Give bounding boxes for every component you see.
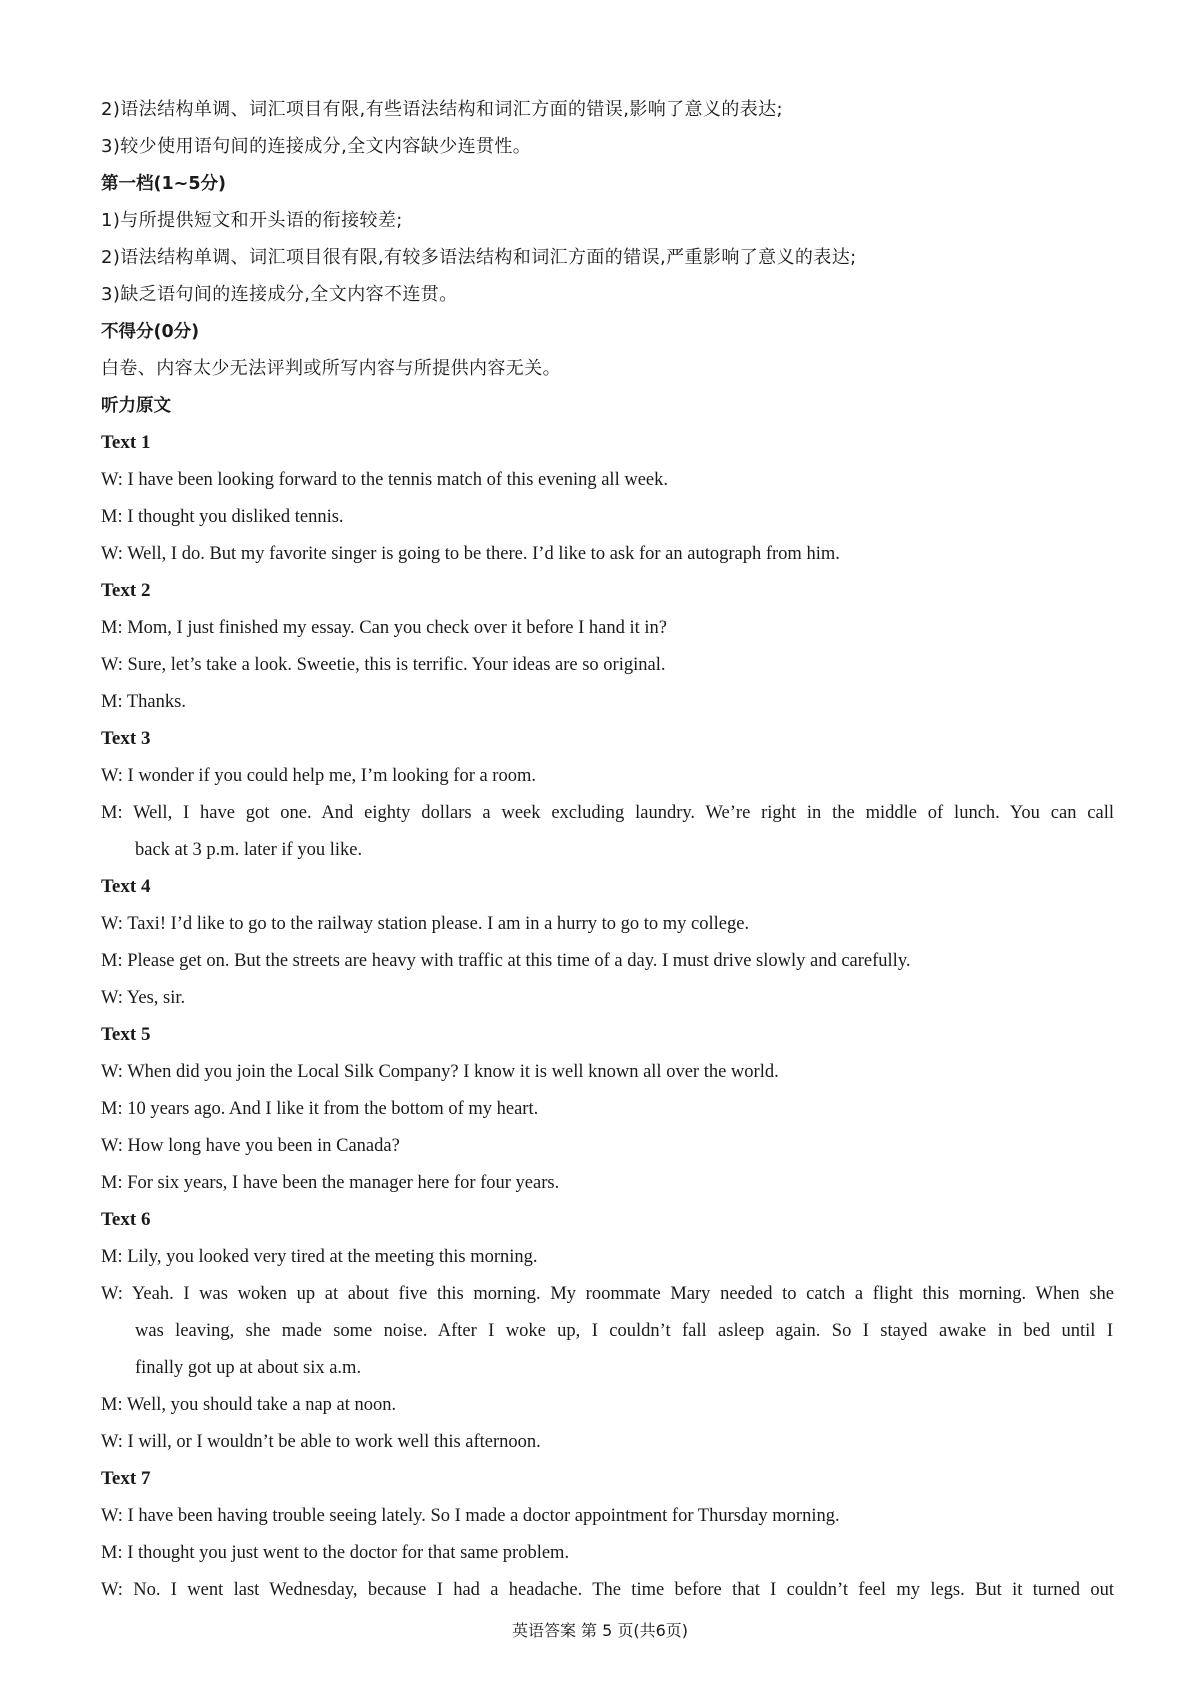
dialogue-line: W: I have been having trouble seeing lately. So I made a doctor appointment for Thursday morning.: [101, 1506, 840, 1526]
dialogue-line: W: I have been looking forward to the tennis match of this evening all week.: [101, 470, 668, 490]
dialogue-line-continuation: was leaving, she made some noise. After I woke up, I couldn’t fall asleep again. So I stayed awake in bed until I: [135, 1321, 1113, 1341]
text-1-title: Text 1: [101, 432, 151, 453]
text-4-title: Text 4: [101, 876, 151, 897]
text-3-title: Text 3: [101, 728, 151, 749]
page-footer: 英语答案 第 5 页(共6页): [511, 1621, 689, 1640]
dialogue-line: M: Well, I have got one. And eighty dollars a week excluding laundry. We’re right in the middle of lunch. You can call: [101, 803, 1114, 823]
transcript-heading: 听力原文: [101, 396, 171, 416]
text-2-title: Text 2: [101, 580, 151, 601]
dialogue-line: W: I will, or I wouldn’t be able to work well this afternoon.: [101, 1432, 541, 1452]
dialogue-line: M: Please get on. But the streets are heavy with traffic at this time of a day. I must drive slowly and carefully.: [101, 951, 911, 971]
dialogue-line: W: Sure, let’s take a look. Sweetie, this is terrific. Your ideas are so original.: [101, 655, 666, 675]
dialogue-line: M: For six years, I have been the manager here for four years.: [101, 1173, 560, 1193]
rubric-zero-heading: 不得分(0分): [101, 322, 200, 342]
dialogue-line: M: I thought you disliked tennis.: [101, 507, 344, 527]
dialogue-line: M: Well, you should take a nap at noon.: [101, 1395, 397, 1415]
dialogue-line: M: Thanks.: [101, 692, 186, 712]
dialogue-line: M: Lily, you looked very tired at the meeting this morning.: [101, 1247, 538, 1267]
dialogue-line: M: 10 years ago. And I like it from the bottom of my heart.: [101, 1099, 539, 1119]
text-6-title: Text 6: [101, 1209, 151, 1230]
dialogue-line: W: I wonder if you could help me, I’m looking for a room.: [101, 766, 536, 786]
text-5-title: Text 5: [101, 1024, 151, 1045]
dialogue-line: W: Yes, sir.: [101, 988, 186, 1008]
rubric-zero-text: 白卷、内容太少无法评判或所写内容与所提供内容无关。: [101, 358, 561, 379]
dialogue-line: W: When did you join the Local Silk Company? I know it is well known all over the world.: [101, 1062, 779, 1082]
rubric-tier2-item2: 2)语法结构单调、词汇项目有限,有些语法结构和词汇方面的错误,影响了意义的表达;: [101, 99, 783, 120]
text-7-title: Text 7: [101, 1468, 151, 1489]
rubric-tier2-item3: 3)较少使用语句间的连接成分,全文内容缺少连贯性。: [101, 136, 532, 157]
rubric-tier1-item1: 1)与所提供短文和开头语的衔接较差;: [101, 210, 403, 231]
dialogue-line: W: No. I went last Wednesday, because I had a headache. The time before that I couldn’t feel my legs. But it turned out: [101, 1580, 1114, 1600]
dialogue-line: W: Yeah. I was woken up at about five this morning. My roommate Mary needed to catch a flight this morning. When she: [101, 1284, 1114, 1304]
dialogue-line: M: I thought you just went to the doctor for that same problem.: [101, 1543, 570, 1563]
dialogue-line-continuation: back at 3 p.m. later if you like.: [135, 840, 363, 860]
dialogue-line: M: Mom, I just finished my essay. Can you check over it before I hand it in?: [101, 618, 668, 638]
dialogue-line: W: Well, I do. But my favorite singer is going to be there. I’d like to ask for an autograph from him.: [101, 544, 840, 564]
rubric-tier1-heading: 第一档(1~5分): [101, 174, 227, 194]
rubric-tier1-item3: 3)缺乏语句间的连接成分,全文内容不连贯。: [101, 284, 458, 305]
dialogue-line-continuation: finally got up at about six a.m.: [135, 1358, 362, 1378]
dialogue-line: W: How long have you been in Canada?: [101, 1136, 400, 1156]
rubric-tier1-item2: 2)语法结构单调、词汇项目很有限,有较多语法结构和词汇方面的错误,严重影响了意义的表达;: [101, 247, 857, 268]
dialogue-line: W: Taxi! I’d like to go to the railway station please. I am in a hurry to go to my college.: [101, 914, 750, 934]
